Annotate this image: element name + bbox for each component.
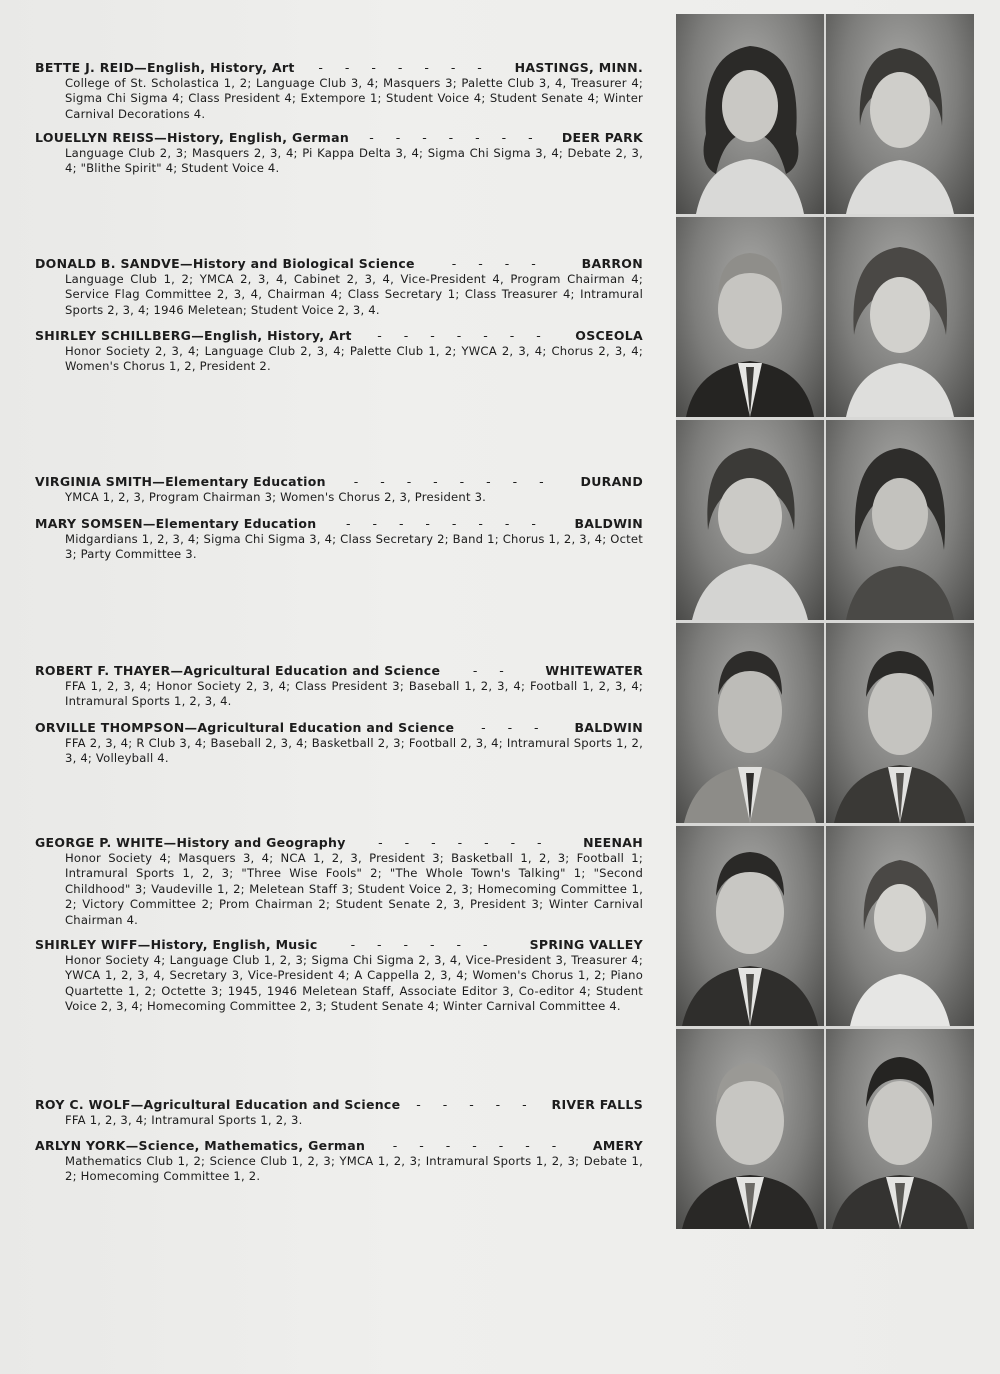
female-portrait-icon [826,14,974,214]
student-activities: Language Club 2, 3; Masquers 2, 3, 4; Pi Kappa Delta 3, 4; Sigma Chi Sigma 3, 4; Debate 2, 3, 4; "Blithe Spirit" 4; Student Voice 4. [65,146,643,176]
leader-dashes: - - - - - [416,1097,536,1112]
hometown: RIVER FALLS [551,1097,643,1112]
entry-heading: ROBERT F. THAYER—Agricultural Education and Science - - WHITEWATER [35,663,643,678]
leader-dashes: - - - - - - - [378,835,551,850]
portrait-photo [676,14,824,214]
student-name: ARLYN YORK [35,1138,126,1153]
student-entry [35,474,643,505]
entry-heading: GEORGE P. WHITE—History and Geography - - - - - - - NEENAH [35,835,643,850]
student-entry [35,663,643,710]
entry-heading: ORVILLE THOMPSON—Agricultural Education and Science - - - BALDWIN [35,720,643,735]
leader-dashes: - - - - - - - [392,1138,566,1153]
student-fields: History, English, German [166,130,350,145]
hometown: BALDWIN [574,720,643,735]
student-activities: College of St. Scholastica 1, 2; Language Club 3, 4; Masquers 3; Palette Club 3, 4, Treasurer 4; Sigma Chi Sigma 4; Class President 4; Extempore 1; Student Voice 4; Student Senate 4; Winter Carnival Decorations 4. [65,76,643,121]
student-name: ROBERT F. THAYER [35,663,171,678]
student-fields: Agricultural Education and Science [143,1097,401,1112]
student-entry [35,60,643,122]
student-name: LOUELLYN REISS [35,130,155,145]
student-activities: Honor Society 4; Language Club 1, 2, 3; Sigma Chi Sigma 2, 3, 4, Vice-President 3, Treasurer 4; YWCA 1, 2, 3, 4, Secretary 3, Vice-President 4; A Cappella 2, 3, 4; Women's Chorus 1, 2; Piano Quartette 1, 2; Octette 3; 1945, 1946 Meletean Staff, Associate Editor 3, Co-editor 4; Student Voice 2, 3, 4; Homecoming Committee 2, 3; Student Senate 4; Winter Carnival Committee 4. [65,953,643,1014]
hometown: NEENAH [583,835,643,850]
hometown: DURAND [580,474,643,489]
portrait-photo [676,420,824,620]
student-activities: FFA 1, 2, 3, 4; Intramural Sports 1, 2, 3. [65,1113,303,1127]
entry-heading: SHIRLEY WIFF—History, English, Music - - - - - - SPRING VALLEY [35,937,643,952]
portrait-photo [676,1029,824,1229]
student-name: MARY SOMSEN [35,516,143,531]
female-portrait-icon [676,420,824,620]
portrait-photo [826,420,974,620]
student-activities: Midgardians 1, 2, 3, 4; Sigma Chi Sigma 3, 4; Class Secretary 2; Band 1; Chorus 1, 2, 3, 4; Octet 3; Party Committee 3. [65,532,643,562]
student-activities: FFA 1, 2, 3, 4; Honor Society 2, 3, 4; Class President 3; Baseball 1, 2, 3, 4; Football 1, 2, 3, 4; Intramural Sports 1, 2, 3, 4. [65,679,643,709]
hometown: OSCEOLA [575,328,643,343]
student-name: SHIRLEY WIFF [35,937,138,952]
leader-dashes: - - - - - - [350,937,497,952]
leader-dashes: - - - - - - - - [353,474,553,489]
student-entry [35,835,643,928]
entry-heading: LOUELLYN REISS—History, English, German - - - - - - - DEER PARK [35,130,643,145]
male-portrait-icon [826,623,974,823]
student-fields: Elementary Education [165,474,326,489]
portrait-photo [826,1029,974,1229]
student-fields: Science, Mathematics, German [138,1138,366,1153]
leader-dashes: - - - - [451,256,545,271]
male-portrait-icon [676,1029,824,1229]
entry-heading: ROY C. WOLF—Agricultural Education and Science - - - - - RIVER FALLS [35,1097,643,1112]
student-fields: Agricultural Education and Science [183,663,441,678]
student-name: VIRGINIA SMITH [35,474,153,489]
student-entry [35,1138,643,1185]
leader-dashes: - - - - - - - [318,60,491,75]
leader-dashes: - - - - - - - [369,130,542,145]
hometown: BARRON [581,256,643,271]
male-portrait-icon [676,826,824,1026]
portrait-photo [826,826,974,1026]
hometown: HASTINGS, MINN. [514,60,643,75]
hometown: BALDWIN [574,516,643,531]
student-name: BETTE J. REID [35,60,135,75]
portrait-photo [826,14,974,214]
student-name: ROY C. WOLF [35,1097,131,1112]
student-entry [35,937,643,1015]
leader-dashes: - - - - - - - [377,328,550,343]
portrait-photo [826,217,974,417]
student-activities: FFA 2, 3, 4; R Club 3, 4; Baseball 2, 3, 4; Basketball 2, 3; Football 2, 3, 4; Intramural Sports 1, 2, 3, 4; Volleyball 4. [65,736,643,766]
hometown: DEER PARK [561,130,643,145]
student-fields: Agricultural Education and Science [197,720,455,735]
entry-heading: DONALD B. SANDVE—History and Biological Science - - - - BARRON [35,256,643,271]
portrait-photo [676,826,824,1026]
student-name: SHIRLEY SCHILLBERG [35,328,192,343]
student-activities: Honor Society 2, 3, 4; Language Club 2, 3, 4; Palette Club 1, 2; YWCA 2, 3, 4; Chorus 2, 3, 4; Women's Chorus 1, 2, President 2. [65,344,643,374]
entry-heading: BETTE J. REID—English, History, Art - - - - - - - HASTINGS, MINN. [35,60,643,75]
hometown: SPRING VALLEY [529,937,643,952]
male-portrait-icon [676,623,824,823]
entry-heading: SHIRLEY SCHILLBERG—English, History, Art - - - - - - - OSCEOLA [35,328,643,343]
entry-heading: ARLYN YORK—Science, Mathematics, German - - - - - - - AMERY [35,1138,643,1153]
entry-heading: MARY SOMSEN—Elementary Education - - - - - - - - BALDWIN [35,516,643,531]
student-activities: Honor Society 4; Masquers 3, 4; NCA 1, 2, 3, President 3; Basketball 1, 2, 3; Football 1; Intramural Sports 1, 2, 3; "Three Wise Fools" 2; "The Whole Town's Talking" 1; "Second Childhood" 3; Vaudeville 1, 2; Meletean Staff 3; Student Voice 2, 3; Homecoming Committee 1, 2; Victory Committee 2; Prom Chairman 2; Student Senate 2, 3, President 3; Winter Carnival Chairman 4. [65,851,643,927]
student-entry [35,328,643,375]
student-entry [35,256,643,318]
male-portrait-icon [676,217,824,417]
portrait-photo [676,217,824,417]
student-activities: Language Club 1, 2; YMCA 2, 3, 4, Cabinet 2, 3, 4, Vice-President 4, Program Chairman 4; Service Flag Committee 2, 3, 4, Chairman 4; Class Secretary 1; Class Treasurer 4; Intramural Sports 2, 3, 4; 1946 Meletean; Student Voice 2, 3, 4. [65,272,643,317]
student-activities: Mathematics Club 1, 2; Science Club 1, 2, 3; YMCA 1, 2, 3; Intramural Sports 1, 2, 3; Debate 1, 2; Homecoming Committee 1, 2. [65,1154,643,1184]
female-portrait-icon [826,826,974,1026]
student-entry [35,1097,643,1128]
leader-dashes: - - [472,663,513,678]
student-entry [35,130,643,177]
hometown: AMERY [592,1138,643,1153]
student-fields: English, History, Art [146,60,295,75]
entry-heading: VIRGINIA SMITH—Elementary Education - - - - - - - - DURAND [35,474,643,489]
female-portrait-icon [676,14,824,214]
portrait-photo [676,623,824,823]
student-entry [35,720,643,767]
leader-dashes: - - - - - - - - [345,516,545,531]
student-entry [35,516,643,563]
portrait-photo [826,623,974,823]
student-fields: History, English, Music [150,937,318,952]
hometown: WHITEWATER [545,663,643,678]
student-fields: Elementary Education [155,516,317,531]
female-portrait-icon [826,217,974,417]
female-portrait-icon [826,420,974,620]
student-name: DONALD B. SANDVE [35,256,180,271]
student-activities: YMCA 1, 2, 3, Program Chairman 3; Women's Chorus 2, 3, President 3. [65,490,487,504]
student-fields: History and Biological Science [192,256,415,271]
student-fields: History and Geography [176,835,346,850]
portrait-grid [676,14,974,1229]
student-fields: English, History, Art [204,328,352,343]
student-name: GEORGE P. WHITE [35,835,164,850]
leader-dashes: - - - [481,720,548,735]
male-portrait-icon [826,1029,974,1229]
student-name: ORVILLE THOMPSON [35,720,185,735]
